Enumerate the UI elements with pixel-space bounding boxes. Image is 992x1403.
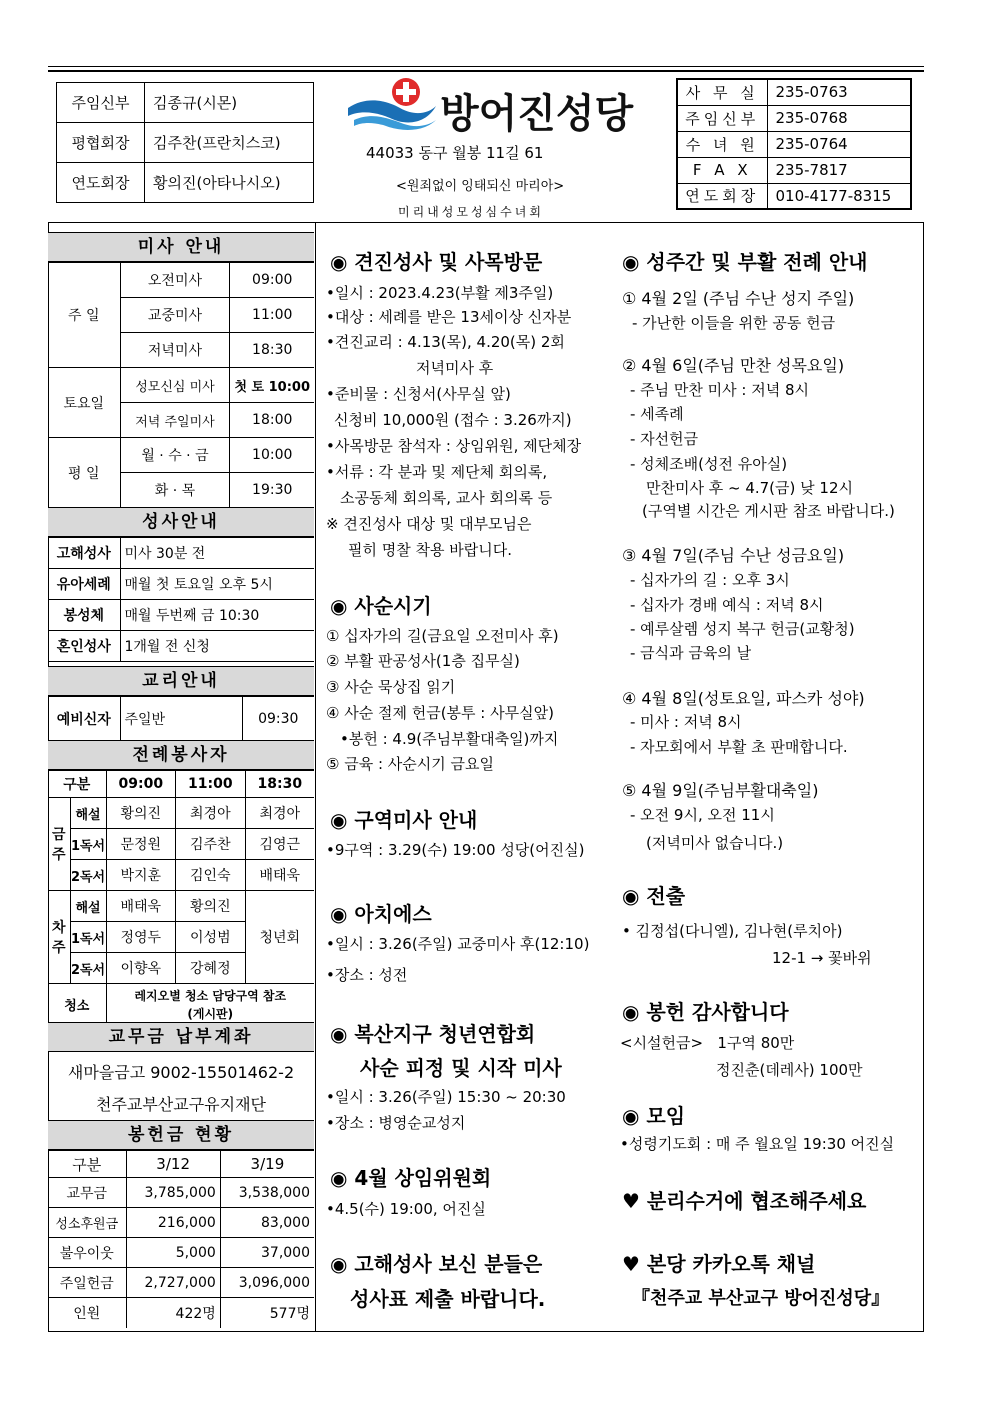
doctrine-table [48,696,314,741]
council-line: •4.5(수) 19:00, 어진실 [326,1200,486,1218]
account-number: 새마을금고 9002-15501462-2 [67,1063,295,1082]
server-name: 배태욱 [245,860,314,891]
contact-label: 사 무 실 [677,79,767,105]
sacrament-label: 혼인성사 [48,631,120,662]
sacrament-value: 1개월 전 신청 [120,631,314,662]
confirmation-line: 신청비 10,000원 (접수 : 3.26까지) [334,411,572,429]
youth-retreat-title-2: 사순 피정 및 시작 미사 [360,1056,562,1080]
confirmation-line: •서류 : 각 분과 및 제단체 회의록, [326,463,548,481]
contact-label: 주임신부 [677,105,767,131]
holy-week-line: - 자모회에서 부활 초 판매합니다. [630,738,848,756]
thanks-line: <시설헌금> 1구역 80만 [620,1034,795,1052]
staff-table [56,82,314,203]
holy-week-line: - 십자가의 길 : 오후 3시 [630,571,790,589]
offering-value: 2,727,000 [126,1268,220,1298]
youth-group: 청년회 [245,891,314,984]
sacrament-value: 매월 첫 토요일 오후 5시 [120,569,314,600]
server-name: 문정원 [106,829,176,860]
offering-label: 교무금 [48,1178,126,1208]
offering-section-title: 봉헌금 현황 [48,1120,314,1150]
lent-line: •봉헌 : 4.9(주님부활대축일)까지 [340,730,559,748]
mass-name: 화 · 목 [120,473,230,508]
server-name: 이성범 [176,922,246,953]
offering-head: 3/19 [220,1151,314,1178]
sacrament-value: 미사 30분 전 [120,538,314,569]
mass-time: 09:00 [230,263,314,298]
lent-line: ① 십자가의 길(금요일 오전미사 후) [326,627,559,645]
confession-title-2: 성사표 제출 바랍니다. [350,1287,546,1311]
offering-label: 불우이웃 [48,1238,126,1268]
doctrine-label: 예비신자 [48,697,120,741]
mass-time: 18:30 [230,333,314,368]
meeting-line: •성령기도회 : 매 주 월요일 19:30 어진실 [620,1135,895,1153]
mass-name: 성모신심 미사 [120,368,230,403]
district-mass-title: ◉ 구역미사 안내 [330,808,478,832]
holy-week-line: ① 4월 2일 (주님 수난 성지 주일) [622,289,855,308]
transfer-title: ◉ 전출 [622,884,686,908]
server-role: 해설 [70,798,106,829]
servers-section-title: 전례봉사자 [48,740,314,770]
acies-line: •일시 : 3.26(주일) 교중미사 후(12:10) [326,935,590,953]
server-name: 강혜정 [176,953,246,984]
server-name: 배태욱 [106,891,176,922]
mass-time: 11:00 [230,298,314,333]
offering-head: 구분 [48,1151,126,1178]
holy-week-title: ◉ 성주간 및 부활 전례 안내 [622,250,868,274]
staff-value: 황의진(아타나시오) [145,163,314,203]
recycle-notice: ♥ 분리수거에 협조해주세요 [622,1189,867,1213]
cleaning-note-2: (게시판) [187,1006,234,1021]
motto: <원죄없이 잉태되신 마리아> [396,179,565,194]
mass-name: 저녁미사 [120,333,230,368]
thanks-line: 정진춘(데레사) 100만 [716,1061,863,1079]
lent-line: ③ 사순 묵상집 읽기 [326,678,456,696]
mass-time: 10:00 [230,438,314,473]
server-name: 최경아 [245,798,314,829]
server-name: 김주찬 [176,829,246,860]
weekday-label: 평 일 [48,438,120,508]
account-holder: 천주교부산교구유지재단 [95,1095,267,1114]
offering-value: 37,000 [220,1238,314,1268]
offering-label: 성소후원금 [48,1208,126,1238]
server-role: 2독서 [70,860,106,891]
holy-week-line: ⑤ 4월 9일(주님부활대축일) [622,781,819,800]
holy-week-line: ② 4월 6일(주님 만찬 성목요일) [622,356,845,375]
server-role: 2독서 [70,953,106,984]
servers-head: 18:30 [245,771,314,798]
contact-value: 235-7817 [767,157,911,183]
kakao-title: ♥ 본당 카카오톡 채널 [622,1252,816,1276]
confirmation-line: 저녁미사 후 [416,359,494,377]
transfer-line: • 김정섭(다니엘), 김나현(루치아) [622,922,843,940]
contact-label: 수 녀 원 [677,131,767,157]
offering-head: 3/12 [126,1151,220,1178]
mass-name: 교중미사 [120,298,230,333]
top-rule [48,66,924,67]
holy-week-line: (저녁미사 없습니다.) [646,834,784,852]
server-role: 해설 [70,891,106,922]
offering-value: 3,785,000 [126,1178,220,1208]
sacrament-section-title: 성사안내 [48,507,314,537]
confirmation-line: •일시 : 2023.4.23(부활 제3주일) [326,284,554,302]
offering-value: 577명 [220,1298,314,1328]
contact-label: 연도회장 [677,183,767,209]
mass-time: 첫 토 10:00 [230,368,314,403]
confirmation-line: 소공동체 회의록, 교사 회의록 등 [340,489,553,507]
holy-week-line: - 미사 : 저녁 8시 [630,713,742,731]
server-name: 김인숙 [176,860,246,891]
server-name: 박지훈 [106,860,176,891]
contact-value: 235-0764 [767,131,911,157]
server-name: 김영근 [245,829,314,860]
kakao-channel: 『천주교 부산교구 방어진성당』 [632,1288,890,1309]
saturday-label: 토요일 [48,368,120,438]
servers-table [48,770,314,1026]
contacts-table [676,78,912,210]
youth-retreat-line: •일시 : 3.26(주일) 15:30 ~ 20:30 [326,1088,566,1106]
sacrament-table [48,537,314,662]
cleaning-label: 청소 [48,984,106,1026]
holy-week-line: - 성체조배(성전 유아실) [630,455,788,473]
church-name: 방어진성당 [440,90,634,137]
server-role: 1독서 [70,922,106,953]
mass-name: 월 · 수 · 금 [120,438,230,473]
offering-value: 216,000 [126,1208,220,1238]
server-name: 정영두 [106,922,176,953]
sacrament-label: 봉성체 [48,600,120,631]
mass-section-title: 미사 안내 [48,232,314,262]
staff-label: 주임신부 [57,83,145,123]
confirmation-line: •사목방문 참석자 : 상임위원, 제단체장 [326,437,582,455]
lent-title: ◉ 사순시기 [330,594,432,618]
thanks-title: ◉ 봉헌 감사합니다 [622,1000,789,1024]
server-role: 1독서 [70,829,106,860]
staff-value: 김종규(시몬) [145,83,314,123]
address: 44033 동구 월봉 11길 61 [366,144,544,162]
mass-table [48,262,314,508]
mass-name: 저녁 주일미사 [120,403,230,438]
acies-line: •장소 : 성전 [326,966,408,984]
holy-week-line: ④ 4월 8일(성토요일, 파스카 성야) [622,689,865,708]
servers-head: 구분 [48,771,106,798]
staff-value: 김주찬(프란치스코) [145,123,314,163]
council-title: ◉ 4월 상임위원회 [330,1166,492,1190]
offering-value: 5,000 [126,1238,220,1268]
holy-week-line: - 자선헌금 [630,430,699,448]
confirmation-title: ◉ 견진성사 및 사목방문 [330,250,543,274]
holy-week-line: - 예루살렘 성지 복구 헌금(교황청) [630,620,855,638]
confirmation-line: ※ 견진성사 대상 및 대부모님은 [326,515,532,533]
confirmation-line: •대상 : 세례를 받은 13세이상 신자분 [326,308,572,326]
holy-week-line: - 가난한 이들을 위한 공동 헌금 [632,314,836,332]
contact-value: 235-0763 [767,79,911,105]
contact-value: 010-4177-8315 [767,183,911,209]
holy-week-line: - 세족례 [630,405,684,423]
this-week-label: 금주 [48,798,70,891]
next-week-label: 차주 [48,891,70,984]
doctrine-section-title: 교리안내 [48,666,314,696]
top-rule-2 [48,70,924,72]
offering-label: 주일헌금 [48,1268,126,1298]
offering-value: 422명 [126,1298,220,1328]
holy-week-line: - 오전 9시, 오전 11시 [630,806,775,824]
mass-time: 18:00 [230,403,314,438]
holy-week-line: - 금식과 금육의 날 [630,644,752,662]
server-name: 황의진 [176,891,246,922]
mass-time: 19:30 [230,473,314,508]
offering-value: 83,000 [220,1208,314,1238]
holy-week-line: ③ 4월 7일(주님 수난 성금요일) [622,546,845,565]
holy-week-line: - 주님 만찬 미사 : 저녁 8시 [630,381,810,399]
doctrine-time: 09:30 [242,697,314,741]
confirmation-line: 필히 명찰 착용 바랍니다. [348,541,512,559]
church-logo-icon [346,74,438,130]
server-name: 이향옥 [106,953,176,984]
servers-head: 11:00 [176,771,246,798]
sacrament-label: 유아세례 [48,569,120,600]
lent-line: ② 부활 판공성사(1층 집무실) [326,652,520,670]
meeting-title: ◉ 모임 [622,1104,686,1128]
sisters-name: 미리내성모성심수녀회 [398,205,544,219]
confirmation-line: •준비물 : 신청서(사무실 앞) [326,385,511,403]
offering-table [48,1150,314,1328]
lent-line: ④ 사순 절제 헌금(봉투 : 사무실앞) [326,704,554,722]
servers-head: 09:00 [106,771,176,798]
server-name: 최경아 [176,798,246,829]
offering-label: 인원 [48,1298,126,1328]
cleaning-note: 레지오별 청소 담당구역 참조 [134,988,287,1003]
left-column [48,222,316,1332]
staff-label: 연도회장 [57,163,145,203]
sacrament-label: 고해성사 [48,538,120,569]
offering-value: 3,538,000 [220,1178,314,1208]
sunday-label: 주 일 [48,263,120,368]
staff-label: 평협회장 [57,123,145,163]
holy-week-line: 만찬미사 후 ~ 4.7(금) 낮 12시 [646,479,853,497]
doctrine-value: 주일반 [120,697,242,741]
confirmation-line: •견진교리 : 4.13(목), 4.20(목) 2회 [326,333,565,351]
account-section-title: 교무금 납부계좌 [48,1022,314,1052]
lent-line: ⑤ 금육 : 사순시기 금요일 [326,755,494,773]
youth-retreat-title: ◉ 복산지구 청년연합회 [330,1022,536,1046]
sacrament-value: 매월 두번째 금 10:30 [120,600,314,631]
acies-title: ◉ 아치에스 [330,902,432,926]
transfer-line: 12-1 → 꽃바위 [772,949,872,967]
confession-title: ◉ 고해성사 보신 분들은 [330,1252,543,1276]
contact-value: 235-0768 [767,105,911,131]
server-name: 황의진 [106,798,176,829]
district-mass-line: •9구역 : 3.29(수) 19:00 성당(어진실) [326,841,585,859]
youth-retreat-line: •장소 : 병영순교성지 [326,1114,466,1132]
mass-name: 오전미사 [120,263,230,298]
holy-week-line: (구역별 시간은 게시판 참조 바랍니다.) [642,502,895,520]
contact-label: F A X [677,157,767,183]
offering-value: 3,096,000 [220,1268,314,1298]
holy-week-line: - 십자가 경배 예식 : 저녁 8시 [630,596,824,614]
